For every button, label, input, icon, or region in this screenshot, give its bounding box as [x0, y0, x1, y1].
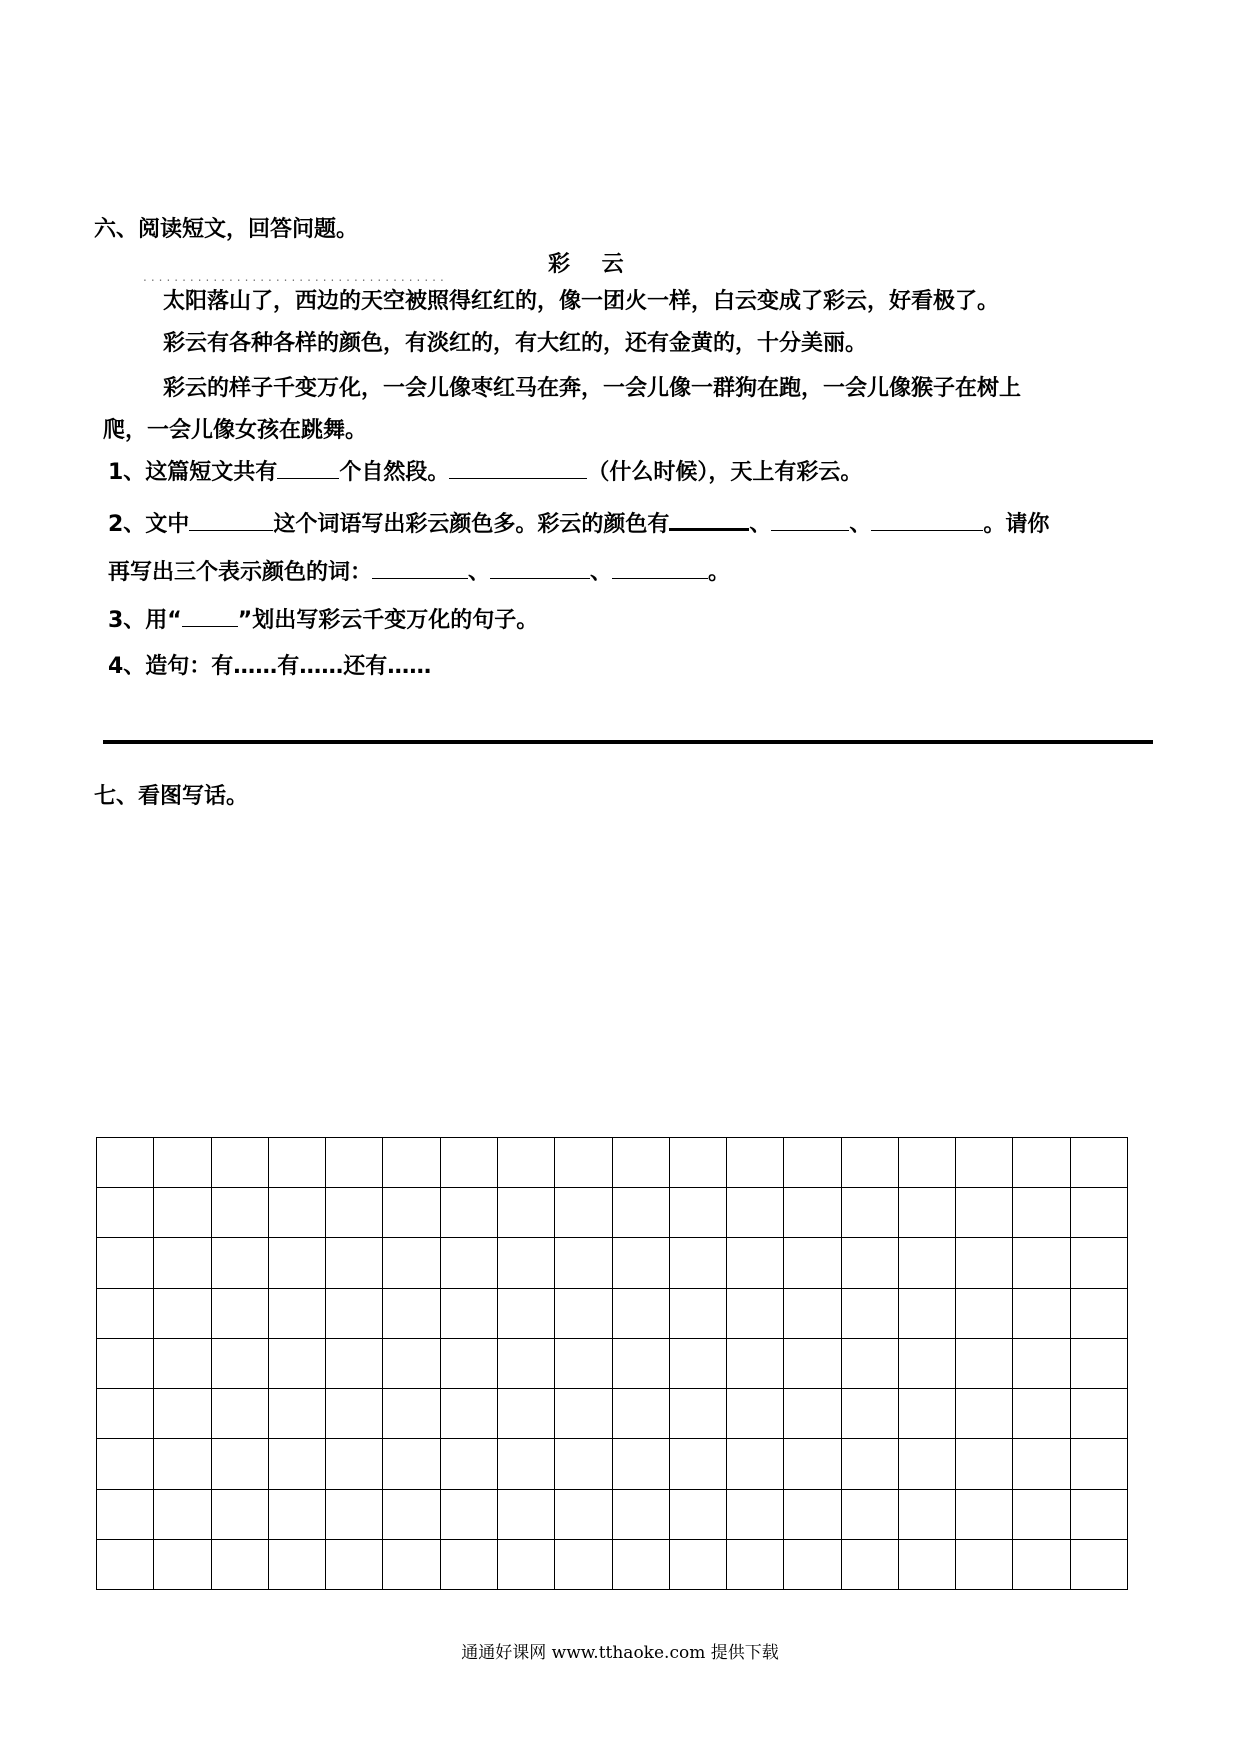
grid-cell[interactable]: [554, 1338, 611, 1388]
grid-cell[interactable]: [440, 1489, 497, 1539]
grid-cell[interactable]: [669, 1137, 726, 1187]
grid-cell[interactable]: [497, 1237, 554, 1287]
question-1: [108, 456, 862, 488]
grid-cell[interactable]: [898, 1137, 955, 1187]
grid-cell[interactable]: [268, 1489, 325, 1539]
grid-cell[interactable]: [382, 1539, 439, 1589]
grid-cell[interactable]: [898, 1388, 955, 1438]
grid-cell[interactable]: [612, 1489, 669, 1539]
grid-cell[interactable]: [211, 1489, 268, 1539]
grid-cell[interactable]: [1070, 1288, 1127, 1338]
answer-blank-extra-color-3[interactable]: [612, 556, 708, 579]
grid-cell[interactable]: [898, 1237, 955, 1287]
grid-cell[interactable]: [898, 1187, 955, 1237]
grid-cell[interactable]: [1070, 1137, 1127, 1187]
grid-cell[interactable]: [612, 1137, 669, 1187]
grid-cell[interactable]: [440, 1539, 497, 1589]
grid-cell[interactable]: [153, 1288, 210, 1338]
grid-cell[interactable]: [497, 1489, 554, 1539]
grid-cell[interactable]: [554, 1237, 611, 1287]
grid-cell[interactable]: [669, 1388, 726, 1438]
separator-2: 、: [849, 512, 872, 537]
grid-cell[interactable]: [382, 1438, 439, 1488]
grid-cell[interactable]: [1012, 1288, 1069, 1338]
question-2-end: 。: [708, 560, 731, 585]
grid-cell[interactable]: [783, 1438, 840, 1488]
grid-cell[interactable]: [1012, 1489, 1069, 1539]
question-2-line-1: [108, 506, 1049, 540]
grid-cell[interactable]: [382, 1137, 439, 1187]
grid-cell[interactable]: [211, 1237, 268, 1287]
question-3: [108, 604, 538, 636]
grid-cell[interactable]: [325, 1539, 382, 1589]
grid-cell[interactable]: [268, 1187, 325, 1237]
grid-cell[interactable]: [612, 1388, 669, 1438]
grid-cell[interactable]: [211, 1187, 268, 1237]
grid-cell[interactable]: [554, 1489, 611, 1539]
grid-cell[interactable]: [497, 1388, 554, 1438]
grid-cell[interactable]: [440, 1288, 497, 1338]
dotted-leader: .......................................: [143, 270, 448, 284]
footer-credit: 通通好课网 www.tthaoke.com 提供下载: [461, 1643, 779, 1663]
grid-cell[interactable]: [554, 1288, 611, 1338]
grid-cell[interactable]: [325, 1137, 382, 1187]
grid-cell[interactable]: [955, 1438, 1012, 1488]
grid-cell[interactable]: [669, 1539, 726, 1589]
grid-cell[interactable]: [382, 1288, 439, 1338]
grid-cell[interactable]: [1070, 1539, 1127, 1589]
grid-cell[interactable]: [783, 1237, 840, 1287]
grid-cell[interactable]: [153, 1237, 210, 1287]
grid-cell[interactable]: [841, 1237, 898, 1287]
grid-cell[interactable]: [898, 1438, 955, 1488]
grid-cell[interactable]: [955, 1489, 1012, 1539]
grid-cell[interactable]: [726, 1187, 783, 1237]
grid-cell[interactable]: [1070, 1388, 1127, 1438]
grid-cell[interactable]: [325, 1187, 382, 1237]
grid-cell[interactable]: [898, 1539, 955, 1589]
grid-cell[interactable]: [669, 1288, 726, 1338]
grid-cell[interactable]: [612, 1539, 669, 1589]
grid-cell[interactable]: [669, 1338, 726, 1388]
grid-cell[interactable]: [554, 1539, 611, 1589]
grid-cell[interactable]: [841, 1539, 898, 1589]
passage-title: 彩 云: [548, 252, 636, 277]
grid-cell[interactable]: [1070, 1237, 1127, 1287]
grid-cell[interactable]: [440, 1438, 497, 1488]
grid-cell[interactable]: [726, 1388, 783, 1438]
grid-cell[interactable]: [382, 1388, 439, 1438]
grid-cell[interactable]: [612, 1237, 669, 1287]
grid-cell[interactable]: [325, 1237, 382, 1287]
grid-cell[interactable]: [783, 1338, 840, 1388]
question-4: 4、造句：有……有……还有……: [108, 654, 432, 679]
grid-cell[interactable]: [96, 1237, 153, 1287]
answer-blank-color-2[interactable]: [771, 508, 849, 531]
grid-cell[interactable]: [96, 1137, 153, 1187]
grid-cell[interactable]: [325, 1388, 382, 1438]
grid-cell[interactable]: [268, 1438, 325, 1488]
grid-cell[interactable]: [1070, 1338, 1127, 1388]
grid-cell[interactable]: [726, 1338, 783, 1388]
question-2-text-c: 。请你: [983, 512, 1050, 537]
grid-cell[interactable]: [1012, 1539, 1069, 1589]
grid-cell[interactable]: [612, 1438, 669, 1488]
answer-blank-paragraph-count[interactable]: [277, 456, 339, 479]
grid-cell[interactable]: [1070, 1438, 1127, 1488]
grid-cell[interactable]: [841, 1489, 898, 1539]
grid-cell[interactable]: [726, 1288, 783, 1338]
grid-cell[interactable]: [783, 1137, 840, 1187]
grid-cell[interactable]: [96, 1388, 153, 1438]
grid-cell[interactable]: [153, 1187, 210, 1237]
question-1-text-b: 个自然段。: [339, 460, 450, 485]
grid-cell[interactable]: [96, 1338, 153, 1388]
grid-cell[interactable]: [726, 1489, 783, 1539]
grid-cell[interactable]: [497, 1338, 554, 1388]
grid-cell[interactable]: [268, 1539, 325, 1589]
grid-cell[interactable]: [612, 1288, 669, 1338]
separator-1: 、: [749, 512, 772, 537]
grid-cell[interactable]: [382, 1187, 439, 1237]
grid-cell[interactable]: [898, 1288, 955, 1338]
grid-cell[interactable]: [440, 1187, 497, 1237]
grid-cell[interactable]: [841, 1388, 898, 1438]
question-2-text-a: 2、文中: [108, 512, 190, 537]
section-divider: [103, 740, 1153, 744]
grid-cell[interactable]: [726, 1438, 783, 1488]
grid-cell[interactable]: [783, 1539, 840, 1589]
grid-cell[interactable]: [268, 1388, 325, 1438]
grid-cell[interactable]: [96, 1539, 153, 1589]
grid-cell[interactable]: [497, 1288, 554, 1338]
grid-cell[interactable]: [783, 1288, 840, 1338]
grid-cell[interactable]: [669, 1489, 726, 1539]
paragraph-3-line-1: 彩云的样子千变万化，一会儿像枣红马在奔，一会儿像一群狗在跑，一会儿像猴子在树上: [163, 376, 1022, 401]
grid-cell[interactable]: [382, 1489, 439, 1539]
question-1-text-a: 1、这篇短文共有: [108, 460, 278, 485]
grid-cell[interactable]: [1070, 1187, 1127, 1237]
grid-cell[interactable]: [96, 1187, 153, 1237]
grid-cell[interactable]: [783, 1388, 840, 1438]
grid-cell[interactable]: [841, 1187, 898, 1237]
grid-cell[interactable]: [268, 1338, 325, 1388]
grid-cell[interactable]: [96, 1288, 153, 1338]
grid-cell[interactable]: [325, 1288, 382, 1338]
grid-cell[interactable]: [440, 1237, 497, 1287]
grid-cell[interactable]: [211, 1137, 268, 1187]
paragraph-1: 太阳落山了，西边的天空被照得红红的，像一团火一样，白云变成了彩云，好看极了。: [163, 289, 1000, 314]
grid-cell[interactable]: [325, 1338, 382, 1388]
question-3-text-b: ”划出写彩云千变万化的句子。: [237, 608, 539, 633]
grid-cell[interactable]: [726, 1237, 783, 1287]
grid-cell[interactable]: [1012, 1237, 1069, 1287]
grid-cell[interactable]: [211, 1388, 268, 1438]
grid-cell[interactable]: [783, 1187, 840, 1237]
grid-cell[interactable]: [440, 1338, 497, 1388]
grid-cell[interactable]: [153, 1438, 210, 1488]
grid-cell[interactable]: [382, 1237, 439, 1287]
grid-cell[interactable]: [554, 1438, 611, 1488]
grid-cell[interactable]: [841, 1288, 898, 1338]
grid-cell[interactable]: [841, 1338, 898, 1388]
question-2-line-2: [108, 556, 730, 588]
grid-cell[interactable]: [153, 1388, 210, 1438]
grid-cell[interactable]: [1070, 1489, 1127, 1539]
section-7-heading: 七、看图写话。: [94, 784, 249, 809]
underline-sample: [182, 604, 238, 627]
separator-4: 、: [590, 560, 613, 585]
grid-cell[interactable]: [1012, 1438, 1069, 1488]
grid-cell[interactable]: [211, 1338, 268, 1388]
grid-cell[interactable]: [612, 1338, 669, 1388]
answer-blank-word[interactable]: [189, 508, 273, 531]
grid-cell[interactable]: [211, 1288, 268, 1338]
grid-cell[interactable]: [268, 1288, 325, 1338]
grid-cell[interactable]: [955, 1338, 1012, 1388]
grid-cell[interactable]: [898, 1338, 955, 1388]
grid-cell[interactable]: [783, 1489, 840, 1539]
grid-cell[interactable]: [726, 1539, 783, 1589]
question-3-text-a: 3、用“: [108, 608, 182, 633]
separator-3: 、: [468, 560, 491, 585]
writing-grid[interactable]: [96, 1137, 1128, 1590]
grid-cell[interactable]: [497, 1438, 554, 1488]
grid-cell[interactable]: [955, 1388, 1012, 1438]
grid-cell[interactable]: [955, 1539, 1012, 1589]
grid-cell[interactable]: [96, 1438, 153, 1488]
grid-cell[interactable]: [554, 1137, 611, 1187]
grid-cell[interactable]: [669, 1237, 726, 1287]
grid-cell[interactable]: [153, 1489, 210, 1539]
grid-cell[interactable]: [325, 1489, 382, 1539]
paragraph-3-line-2: 爬，一会儿像女孩在跳舞。: [103, 418, 368, 443]
grid-cell[interactable]: [841, 1137, 898, 1187]
answer-blank-color-3[interactable]: [871, 508, 983, 531]
question-2-text-b: 这个词语写出彩云颜色多。彩云的颜色有: [273, 512, 670, 537]
grid-cell[interactable]: [669, 1187, 726, 1237]
grid-cell[interactable]: [440, 1137, 497, 1187]
grid-cell[interactable]: [268, 1237, 325, 1287]
grid-cell[interactable]: [153, 1137, 210, 1187]
grid-cell[interactable]: [669, 1438, 726, 1488]
grid-cell[interactable]: [382, 1338, 439, 1388]
paragraph-2: 彩云有各种各样的颜色，有淡红的，有大红的，还有金黄的，十分美丽。: [163, 331, 868, 356]
grid-cell[interactable]: [955, 1187, 1012, 1237]
grid-cell[interactable]: [554, 1187, 611, 1237]
grid-cell[interactable]: [1012, 1187, 1069, 1237]
answer-blank-extra-color-1[interactable]: [372, 556, 468, 579]
grid-cell[interactable]: [153, 1338, 210, 1388]
grid-cell[interactable]: [211, 1438, 268, 1488]
grid-cell[interactable]: [726, 1137, 783, 1187]
question-2-text-d: 再写出三个表示颜色的词：: [108, 560, 373, 585]
grid-cell[interactable]: [841, 1438, 898, 1488]
grid-cell[interactable]: [955, 1288, 1012, 1338]
grid-cell[interactable]: [955, 1137, 1012, 1187]
grid-cell[interactable]: [554, 1388, 611, 1438]
grid-cell[interactable]: [325, 1438, 382, 1488]
grid-cell[interactable]: [612, 1187, 669, 1237]
answer-blank-when[interactable]: [449, 456, 587, 479]
grid-cell[interactable]: [211, 1539, 268, 1589]
grid-cell[interactable]: [955, 1237, 1012, 1287]
question-1-text-c: （什么时候），天上有彩云。: [587, 460, 863, 485]
section-6-heading: 六、阅读短文，回答问题。: [94, 217, 359, 242]
grid-cell[interactable]: [268, 1137, 325, 1187]
grid-cell[interactable]: [440, 1388, 497, 1438]
answer-blank-color-1[interactable]: [669, 506, 749, 531]
grid-cell[interactable]: [96, 1489, 153, 1539]
grid-cell[interactable]: [497, 1187, 554, 1237]
answer-blank-extra-color-2[interactable]: [490, 556, 590, 579]
grid-cell[interactable]: [1012, 1338, 1069, 1388]
grid-cell[interactable]: [153, 1539, 210, 1589]
grid-cell[interactable]: [1012, 1137, 1069, 1187]
grid-cell[interactable]: [497, 1539, 554, 1589]
grid-cell[interactable]: [1012, 1388, 1069, 1438]
grid-cell[interactable]: [497, 1137, 554, 1187]
grid-cell[interactable]: [898, 1489, 955, 1539]
